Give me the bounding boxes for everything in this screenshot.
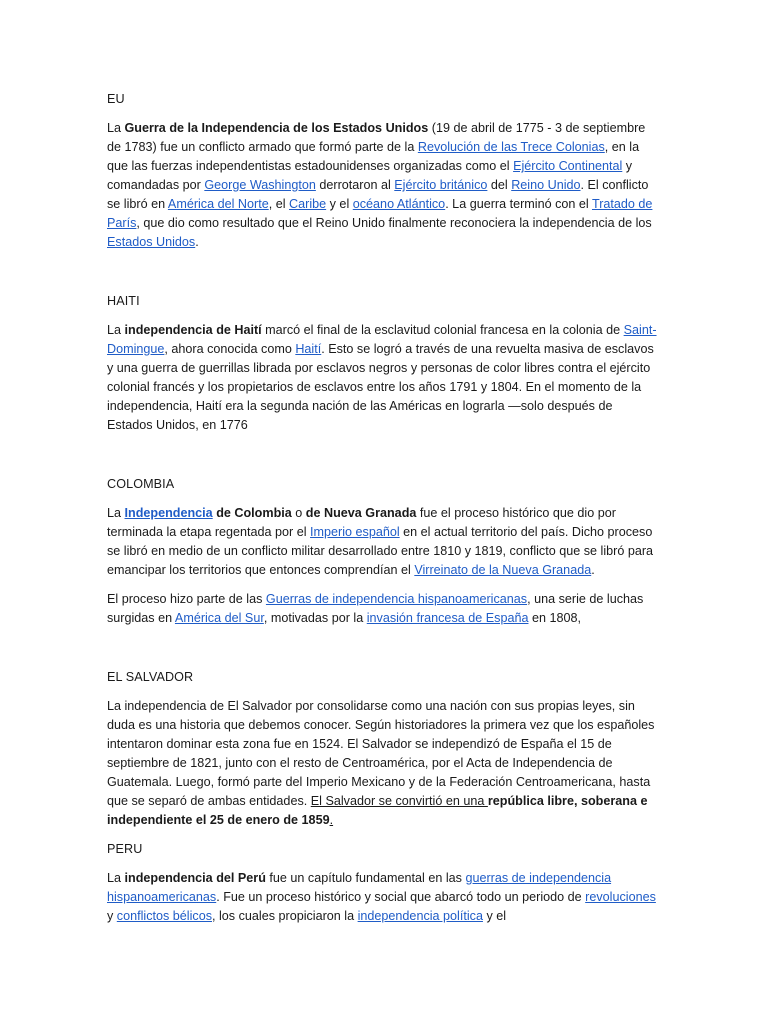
bold-text: república libre, soberana e independiente el 25 de enero de 1859 xyxy=(107,794,648,827)
text: en el actual territorio del país. Dicho proceso se libró en medio de un conflicto militar desarrollado entre 1810 y 1819, conflicto que se libró para emancipar los territorios que entonces comprendían el xyxy=(107,525,654,577)
link-caribe[interactable]: Caribe xyxy=(289,197,327,211)
text: del xyxy=(487,178,512,192)
bold-text: independencia del Perú xyxy=(124,871,266,885)
paragraph-peru xyxy=(107,869,660,926)
underlined-text: . xyxy=(329,813,334,827)
text: La xyxy=(107,323,125,337)
bold-text: de Nueva Granada xyxy=(305,506,417,520)
link-independencia-politica[interactable]: independencia política xyxy=(357,909,483,923)
text: . La guerra terminó con el xyxy=(445,197,592,211)
text: . xyxy=(591,563,595,577)
link-revolucion-trece-colonias[interactable]: Revolución de las Trece Colonias xyxy=(417,140,605,154)
text: La xyxy=(107,506,125,520)
link-conflictos-belicos[interactable]: conflictos bélicos xyxy=(116,909,212,923)
link-saint-domingue[interactable]: Saint-Domingue xyxy=(107,323,657,356)
text: La xyxy=(107,871,125,885)
text: (19 de abril de 1775 - 3 de septiembre de 1783) fue un conflicto armado que formó parte de la xyxy=(107,121,646,154)
link-america-del-sur[interactable]: América del Sur xyxy=(174,611,264,625)
link-estados-unidos[interactable]: Estados Unidos xyxy=(107,235,196,249)
underlined-text: El Salvador se convirtió en una xyxy=(310,794,488,808)
text: El proceso hizo parte de las xyxy=(107,592,266,606)
text: , una serie de luchas surgidas en xyxy=(107,592,644,625)
link-revoluciones[interactable]: revoluciones xyxy=(585,890,656,904)
link-ejercito-continental[interactable]: Ejército Continental xyxy=(513,159,623,173)
bold-text: Guerra de la Independencia de los Estados Unidos xyxy=(124,121,429,135)
bold-text: independencia de Haití xyxy=(124,323,262,337)
link-guerras-independencia-hispanoamericanas[interactable]: guerras de independencia hispanoamericanas xyxy=(107,871,612,904)
text: y xyxy=(107,909,117,923)
text: . Fue un proceso histórico y social que abarcó todo un periodo de xyxy=(216,890,586,904)
text: , motivadas por la xyxy=(263,611,367,625)
text: . El conflicto se libró en xyxy=(107,178,649,211)
text: , en la que las fuerzas independentistas estadounidenses organizadas como el xyxy=(107,140,640,173)
link-oceano-atlantico[interactable]: océano Atlántico xyxy=(352,197,446,211)
text: marcó el final de la esclavitud colonial francesa en la colonia de xyxy=(261,323,624,337)
link-america-del-norte[interactable]: América del Norte xyxy=(167,197,269,211)
link-guerras-independencia-hispanoamericanas[interactable]: Guerras de independencia hispanoamericanas xyxy=(265,592,528,606)
link-virreinato-nueva-granada[interactable]: Virreinato de la Nueva Granada xyxy=(414,563,592,577)
paragraph-eu xyxy=(107,119,660,252)
section-heading-el-salvador: EL SALVADOR xyxy=(107,670,194,684)
text: fue el proceso histórico que dio por terminada la etapa regentada por el xyxy=(107,506,616,539)
text: La xyxy=(107,121,125,135)
text: fue un capítulo fundamental en las xyxy=(265,871,466,885)
paragraph-colombia-1 xyxy=(107,504,660,580)
bold-text: de Colombia xyxy=(212,506,292,520)
text: . Esto se logró a través de una revuelta masiva de esclavos y una guerra de guerrillas librada por esclavos negros y personas de color libres contra el ejército colonial francés y los propietarios de esclavos entre los años 1791 y 1804. En el momento de la independencia, Haití era la segunda nación de las Américas en lograrla —solo después de Estados Unidos, en 1776 xyxy=(107,342,654,432)
text: y el xyxy=(482,909,507,923)
link-imperio-espanol[interactable]: Imperio español xyxy=(310,525,400,539)
paragraph-el-salvador xyxy=(107,697,660,830)
text: , que dio como resultado que el Reino Unido finalmente reconociera la independencia de los xyxy=(136,216,652,230)
text: . xyxy=(195,235,199,249)
link-tratado-de-paris[interactable]: Tratado de París xyxy=(107,197,653,230)
paragraph-haiti xyxy=(107,321,660,435)
section-heading-peru: PERU xyxy=(107,842,143,856)
link-independencia[interactable]: Independencia xyxy=(124,506,213,520)
text: , ahora conocida como xyxy=(164,342,296,356)
text: , el xyxy=(268,197,290,211)
text: en 1808, xyxy=(528,611,581,625)
section-heading-colombia: COLOMBIA xyxy=(107,477,175,491)
link-haiti[interactable]: Haití xyxy=(295,342,322,356)
paragraph-colombia-2 xyxy=(107,590,660,628)
link-george-washington[interactable]: George Washington xyxy=(204,178,316,192)
text: La independencia de El Salvador por consolidarse como una nación con sus propias leyes, sin duda es una historia que debemos conocer. Según historiadores la primera vez que los españoles intentaron dominar esta zona fue en 1524. El Salvador se independizó de España el 15 de septiembre de 1821, junto con el resto de Centroamérica, por el Acta de Independencia de Guatemala. Luego, formó parte del Imperio Mexicano y de la Federación Centroamericana, hasta que se separó de ambas entidades. xyxy=(107,699,655,808)
section-heading-eu: EU xyxy=(107,92,125,106)
text: derrotaron al xyxy=(315,178,395,192)
text: , los cuales propiciaron la xyxy=(212,909,358,923)
text: o xyxy=(291,506,306,520)
link-reino-unido[interactable]: Reino Unido xyxy=(511,178,581,192)
text: y el xyxy=(326,197,353,211)
text: y comandadas por xyxy=(107,159,633,192)
link-invasion-francesa-espana[interactable]: invasión francesa de España xyxy=(366,611,529,625)
link-ejercito-britanico[interactable]: Ejército británico xyxy=(394,178,488,192)
section-heading-haiti: HAITI xyxy=(107,294,140,308)
